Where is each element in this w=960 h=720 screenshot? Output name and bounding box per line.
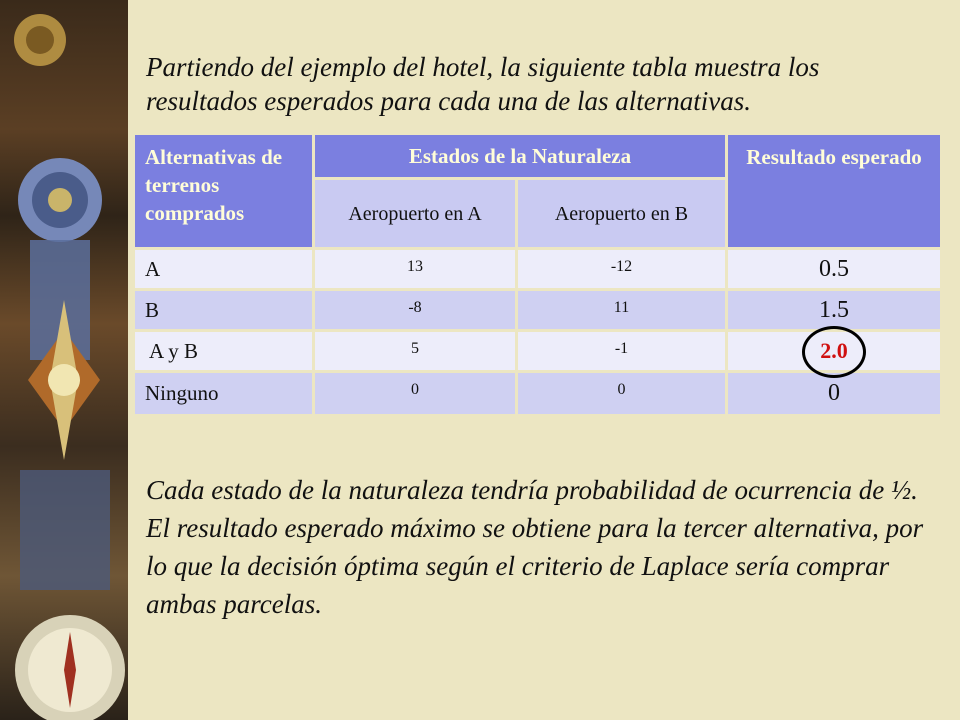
payoff-airport-b: -1 (518, 332, 728, 373)
expected-result-highlighted (728, 332, 940, 373)
medal-compass-illustration (0, 0, 128, 720)
table-row (135, 291, 940, 332)
payoff-airport-b: 11 (518, 291, 728, 332)
row-label: A (135, 250, 315, 291)
table-row (135, 332, 940, 373)
row-label: Ninguno (135, 373, 315, 414)
payoff-airport-a: 5 (315, 332, 518, 373)
expected-result: 1.5 (728, 291, 940, 332)
row-label: B (135, 291, 315, 332)
airport-a-header: Aeropuerto en A (315, 180, 518, 250)
highlight-circle (802, 326, 866, 378)
table-row (135, 373, 940, 414)
conclusion-paragraph: Cada estado de la naturaleza tendría probabilidad de ocurrencia de ½. El resultado esperado máximo se obtiene para la tercer alternativa, por lo que la decisión óptima según el criterio de Laplace sería comprar ambas parcelas. (146, 475, 924, 619)
intro-paragraph: Partiendo del ejemplo del hotel, la siguiente tabla muestra los resultados esperados para cada una de las alternativas. (146, 52, 820, 116)
decorative-collage (0, 0, 128, 720)
payoff-airport-a: 0 (315, 373, 518, 414)
airport-b-header: Aeropuerto en B (518, 180, 728, 250)
payoff-airport-a: 13 (315, 250, 518, 291)
expected-result-header: Resultado esperado (728, 135, 940, 250)
row-label: A y B (135, 332, 315, 373)
expected-results-table (135, 135, 940, 414)
payoff-airport-a: -8 (315, 291, 518, 332)
payoff-airport-b: 0 (518, 373, 728, 414)
optimal-result-value: 2.0 (820, 337, 848, 363)
table-row (135, 250, 940, 291)
payoff-airport-b: -12 (518, 250, 728, 291)
expected-result: 0 (828, 380, 840, 406)
states-of-nature-header: Estados de la Naturaleza (315, 135, 728, 180)
alternatives-header: Alternativas de terrenos comprados (135, 135, 315, 250)
optimal-result (820, 338, 848, 364)
expected-result: 0.5 (728, 250, 940, 291)
